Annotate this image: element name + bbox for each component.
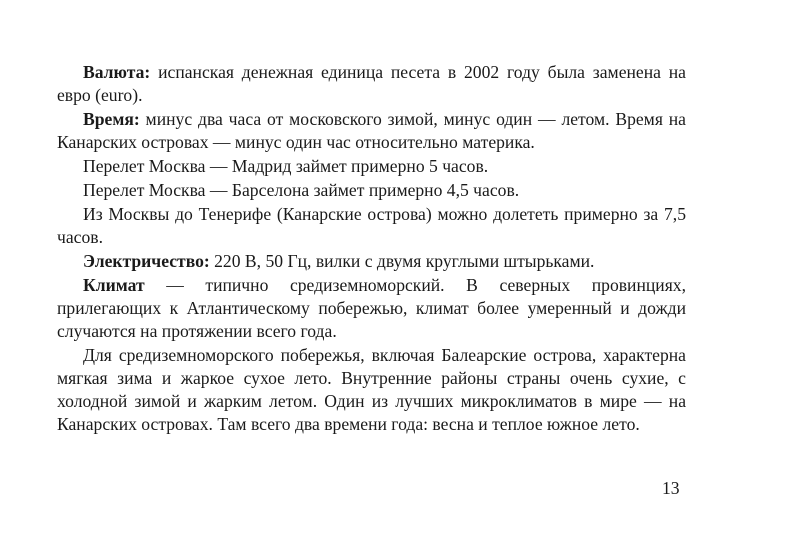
paragraph-mediterranean bbox=[57, 344, 686, 436]
time-label: Время: bbox=[83, 109, 140, 129]
electricity-text: 220 В, 50 Гц, вилки с двумя круглыми штырьками. bbox=[209, 251, 595, 272]
flight-madrid-text: Перелет Москва — Мадрид займет примерно 5 часов. bbox=[83, 156, 489, 176]
flight-tenerife-text: Из Москвы до Тенерифе (Канарские острова) можно долететь примерно за 7,5 часов. bbox=[57, 204, 686, 248]
currency-label: Валюта: bbox=[83, 62, 151, 82]
currency-text: испанская денежная единица песета в 2002 году была заменена на евро (euro). bbox=[57, 62, 686, 105]
paragraph-flight-tenerife bbox=[57, 203, 686, 249]
climate-label: Климат bbox=[83, 275, 145, 296]
paragraph-climate bbox=[57, 274, 686, 343]
paragraph-flight-madrid bbox=[57, 155, 686, 178]
paragraph-currency bbox=[57, 61, 686, 107]
time-text: минус два часа от московского зимой, минус один — летом. Время на Канарских островах — минус один час относительно материка. bbox=[57, 109, 686, 152]
paragraph-flight-barcelona bbox=[57, 179, 686, 202]
paragraph-electricity bbox=[57, 250, 686, 273]
climate-text: — типично средиземноморский. В северных провинциях, прилегающих к Атлантическому побережью, климат более умеренный и дожди случаются на протяжении всего года. bbox=[57, 275, 686, 342]
page-number: 13 bbox=[662, 478, 680, 498]
page-body bbox=[57, 61, 686, 437]
flight-barcelona-text: Перелет Москва — Барселона займет примерно 4,5 часов. bbox=[83, 180, 520, 201]
mediterranean-text: Для средиземноморского побережья, включая Балеарские острова, характерна мягкая зима и жаркое сухое лето. Внутренние районы страны очень сухие, с холодной зимой и жарким летом. Один из лучших микроклиматов в мире — на Канарских островах. Там всего два времени года: весна и теплое южное лето. bbox=[57, 345, 686, 434]
paragraph-time bbox=[57, 108, 686, 154]
electricity-label: Электричество: bbox=[83, 251, 210, 272]
